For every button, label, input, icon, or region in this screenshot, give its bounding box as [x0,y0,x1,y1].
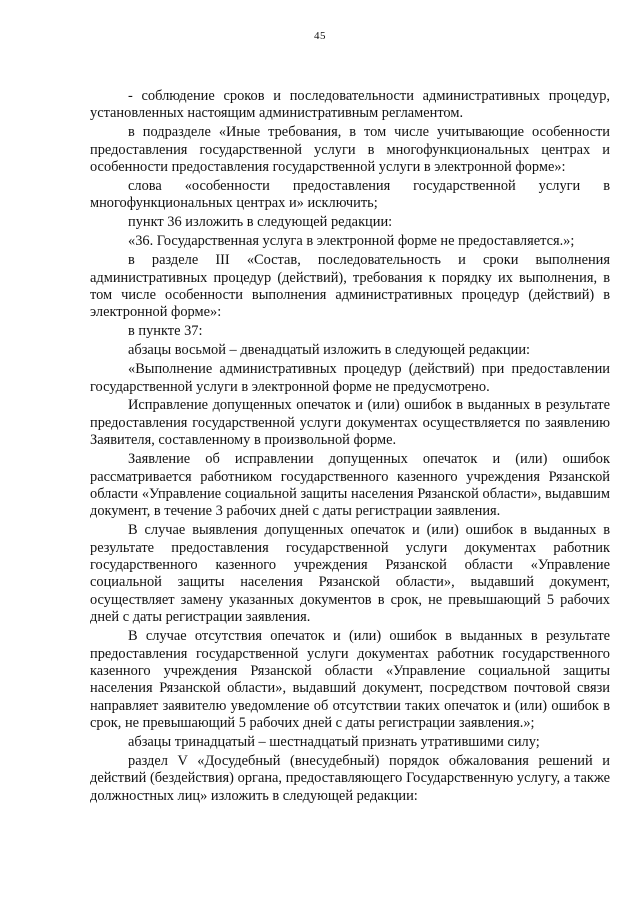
paragraph-7: в пункте 37: [128,323,203,340]
paragraph-9: «Выполнение административных процедур (действий) при предоставлении государственной услуги в электронной форме не предусмотрено. [90,361,610,395]
paragraph-6: в разделе III «Состав, последовательность и сроки выполнения административных процедур (действий), требования к порядку их выполнения, в том числе особенности выполнения административных процедур (действий) в электронной форме»: [90,252,610,321]
paragraph-15: раздел V «Досудебный (внесудебный) порядок обжалования решений и действий (бездействия) органа, предоставляющего Государственную услугу, а также должностных лиц» изложить в следующей редакции: [90,753,610,804]
page-number: 45 [314,30,326,42]
paragraph-4: пункт 36 изложить в следующей редакции: [128,214,393,231]
paragraph-2: в подразделе «Иные требования, в том числе учитывающие особенности предоставления государственной услуги в многофункциональных центрах и особенности предоставления государственной услуги в электронной форме»: [90,124,610,176]
paragraph-11: Заявление об исправлении допущенных опечаток и (или) ошибок рассматривается работником государственного казенного учреждения Рязанской области «Управление социальной защиты населения Рязанской области», выдавшим документ, в течение 3 рабочих дней с даты регистрации заявления. [90,451,610,520]
paragraph-8: абзацы восьмой – двенадцатый изложить в следующей редакции: [128,342,531,359]
paragraph-14: абзацы тринадцатый – шестнадцатый признать утратившими силу; [128,734,540,751]
paragraph-13: В случае отсутствия опечаток и (или) ошибок в выданных в результате предоставления государственной услуги документах работник государственного казенного учреждения Рязанской области «Управление социальной защиты населения Рязанской области», выдавший документ, посредством почтовой связи направляет заявителю уведомление об отсутствии таких опечаток и (или) ошибок в срок, не превышающий 5 рабочих дней с даты регистрации заявления.»; [90,628,610,732]
paragraph-10: Исправление допущенных опечаток и (или) ошибок в выданных в результате предоставления государственной услуги документах осуществляется по заявлению Заявителя, составленному в произвольной форме. [90,397,610,449]
paragraph-12: В случае выявления допущенных опечаток и (или) ошибок в выданных в результате предоставления государственной услуги документах работник государственного казенного учреждения Рязанской области «Управление социальной защиты населения Рязанской области», выдавший документ, осуществляет замену указанных документов в срок, не превышающий 5 рабочих дней с даты регистрации заявления. [90,522,610,626]
paragraph-1: - соблюдение сроков и последовательности административных процедур, установленных настоящим административным регламентом. [90,88,610,122]
paragraph-5: «36. Государственная услуга в электронной форме не предоставляется.»; [128,233,575,250]
document-body [90,88,610,807]
paragraph-3: слова «особенности предоставления государственной услуги в многофункциональных центрах и» исключить; [90,178,610,212]
